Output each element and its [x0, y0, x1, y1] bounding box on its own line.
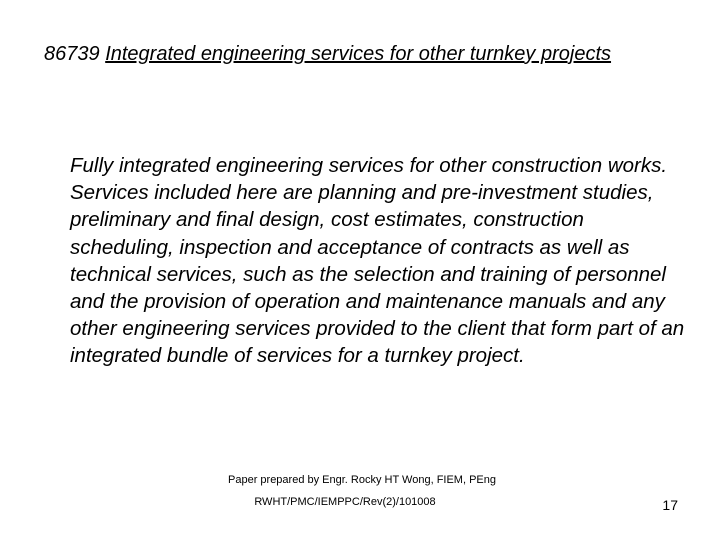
body-paragraph: Fully integrated engineering services for other construction works. Services included here are planning and pre-investment studies, preliminary and final design, cost estimates, construction scheduling, inspection and acceptance of contracts as well as technical services, such as the selection and training of personnel and the provision of operation and maintenance manuals and any other engineering services provided to the client that form part of an integrated bundle of services for a turnkey project. — [70, 154, 685, 368]
title-code: 86739 — [44, 43, 100, 65]
title-name: Integrated engineering services for other turnkey projects — [105, 43, 612, 65]
footer-author: Paper prepared by Engr. Rocky HT Wong, FIEM, PEng — [228, 474, 496, 486]
slide-title — [44, 40, 684, 68]
page-number: 17 — [662, 497, 678, 513]
footer-reference: RWHT/PMC/IEMPPC/Rev(2)/101008 — [254, 496, 436, 508]
